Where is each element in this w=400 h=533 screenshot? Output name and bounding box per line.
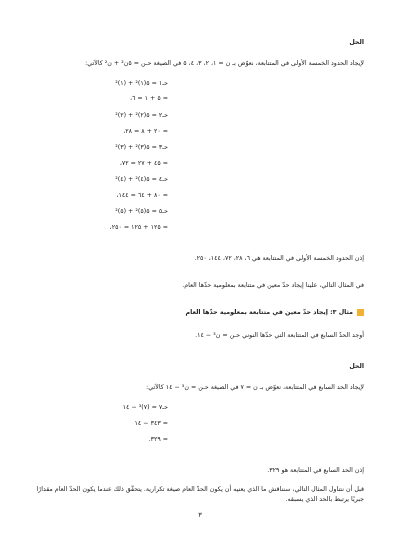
equation-line: حـ٢ = ٥(٢)² + (٢)² xyxy=(115,112,168,119)
equation-line: حـ٧ = (٧)³ − ١٤ xyxy=(122,404,168,411)
result-line: إذن الحد السابع في المتتابعة هو ٣٢٩. xyxy=(267,467,364,474)
closing-paragraph: قبل أن نتناول المثال التالي، سنناقش ما الذي يعنيه أن يكون الحدّ العام صيغة تكرارية. يتحقّق ذلك عندما يكون الحدّ العام مقدارًا جبريًا يرتبط بالحد الذي يسبقه. xyxy=(36,486,364,503)
equation-line: = ٣٤٣ − ١٤ xyxy=(134,420,168,427)
equation-line: حـ٥ = ٥(٥)² + (٥)² xyxy=(115,208,168,215)
intro-line: لإيجاد الحد السابع في المتتابعة، نعوّض بـ ن = ٧ في الصيغة حـن = ن³ − ١٤ كالآتي: xyxy=(146,384,364,391)
equation-line: = ٥ + ١ = ٦، xyxy=(129,95,168,102)
example-question: أوجد الحدّ السابع في المتتابعة التي حدّها النوني حـن = ن³ − ١٤. xyxy=(195,332,364,339)
solution-title: الحل xyxy=(349,39,364,46)
equation-line: = ١٢٥ + ١٢٥ = ٢٥٠، xyxy=(109,224,168,231)
equation-line: = ٣٢٩. xyxy=(148,436,168,443)
equation-line: = ٢٠ + ٨ = ٢٨، xyxy=(123,128,168,135)
equation-line: حـ١ = ٥(١)² + (١)² xyxy=(115,80,168,87)
intro-line: لإيجاد الحدود الخمسة الأولى في المتتابعة، نعوّض بـ ن = ١، ٢، ٣، ٤، ٥ في الصيغة حـن = ٥ن² + ن² كالآتي: xyxy=(85,60,364,67)
equation-line: = ٨٠ + ٦٤ = ١٤٤، xyxy=(116,192,168,199)
example-intro: في المثال التالي، علينا إيجاد حدّ معين في متتابعة بمعلومية حدّها العام. xyxy=(182,282,364,289)
page-number: ٣ xyxy=(198,511,202,519)
result-line: إذن الحدود الخمسة الأولى في المتتابعة هي ٦، ٢٨، ٧٢، ١٤٤، ٢٥٠. xyxy=(194,255,364,262)
example-heading: مثال ٣: إيجاد حدّ معين في متتابعة بمعلومية حدّها العام xyxy=(185,309,353,316)
equation-line: = ٤٥ + ٢٧ = ٧٢، xyxy=(119,160,168,167)
example-marker-icon xyxy=(357,309,364,316)
equation-line: حـ٣ = ٥(٣)² + (٣)² xyxy=(115,144,168,151)
solution-title: الحل xyxy=(349,363,364,370)
equation-line: حـ٤ = ٥(٤)² + (٤)² xyxy=(115,176,168,183)
